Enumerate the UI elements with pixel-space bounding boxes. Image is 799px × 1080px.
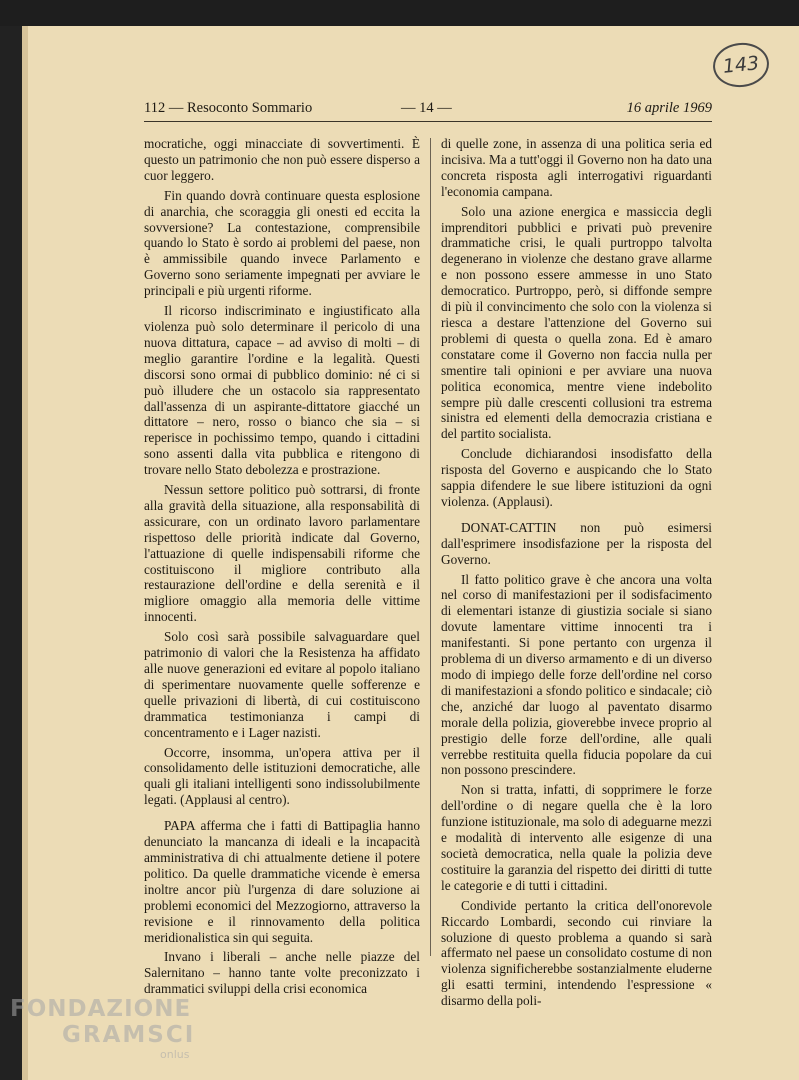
paragraph: mocratiche, oggi minacciate di sovvertimenti. È questo un patrimonio che non può essere disperso a cuor leggero.: [144, 136, 420, 183]
header-date: 16 aprile 1969: [626, 100, 712, 116]
paragraph: Occorre, insomma, un'opera attiva per il consolidamento delle istituzioni democratiche, alle quali gli italiani intelligenti sono indissolubilmente legati. (Applausi al centro).: [144, 744, 420, 808]
page-fold-shadow: [22, 26, 28, 1080]
paragraph: Condivide pertanto la critica dell'onorevole Riccardo Lombardi, secondo cui rinviare la soluzione di questo problema a quando si sarà affermato nel paese un consolidato costume di non violenza significherebbe sostanzialmente eluderne gli esatti termini, intendendo l'espressione « disarmo della poli-: [441, 897, 712, 1009]
paragraph: Il ricorso indiscriminato e ingiustificato alla violenza può solo determinare il pericolo di una nuova dittatura, capace – ad avviso di molti – di meglio garantire l'ordine e la legalità. Questi discorsi sono ormai di pubblico dominio: né ci si può illudere che un ostacolo sia rappresentato dall'assenza di un aspirante-dittatore giacché un dittatore – nero, rosso o bianco che sia – si reperisce in pochissimo tempo, quando i cittadini sono assenti dalla vita pubblica e ritengono di trovare nello Stato debolezza e prostrazione.: [144, 303, 420, 478]
speaker-paragraph-donat-cattin: DONAT-CATTIN non può esimersi dall'esprimere insodisfazione per la risposta del Governo.: [441, 519, 712, 567]
paragraph: Invano i liberali – anche nelle piazze del Salernitano – hanno tante volte preconizzato i drammatici sviluppi della crisi economica: [144, 949, 420, 997]
paragraph: Solo così sarà possibile salvaguardare quel patrimonio di valori che la Resistenza ha affidato alle nuove generazioni ed evitare al popolo italiano di sperimentare nuovamente quelle sofferenze e quelle privazioni di libertà, di cui costituiscono drammatica testimonianza i campi di concentramento e i Lager nazisti.: [144, 629, 420, 740]
paragraph: Conclude dichiarandosi insodisfatto della risposta del Governo e auspicando che lo Stato sappia difendere le sue libere istituzioni da ogni violenza. (Applausi).: [441, 446, 712, 509]
watermark-line-1: FONDAZIONE: [10, 996, 192, 1022]
scan-top-edge: [0, 0, 799, 26]
left-column: [144, 136, 420, 1001]
paragraph: Solo una azione energica e massiccia degli imprenditori pubblici e privati può prevenire drammatiche crisi, le quali purtroppo talvolta degenerano in violenze che destano grave allarme e non possono essere ammesse in uno Stato democratico. Purtroppo, però, si diffonde sempre di più il convincimento che solo con la violenza si riesca a destare l'attenzione del Governo sui problemi di questa o quella zona. Ed è amaro constatare come il Governo non faccia nulla per smentire tali opinioni e per avviare una nuova politica economica, mentre viene indebolito sempre più dalle crescenti collusioni tra estrema sinistra ed elementi della democrazia cristiana e del partito socialista.: [441, 203, 712, 442]
header-rule: [144, 121, 712, 122]
paragraph: Il fatto politico grave è che ancora una volta nel corso di manifestazioni per il sodisfacimento di elementari istanze di giustizia sociale si siano dovute lamentare vittime innocenti tra i manifestanti. Si pone pertanto con urgenza il problema di un diverso armamento e di un diverso modo di impiego delle forze dell'ordine nel corso di manifestazioni a sfondo politico e sindacale; ciò che, anziché dar luogo al paventato disarmo morale della polizia, gioverebbe invece proprio al prestigio delle forze dell'ordine, alle quali verrebbe restituita quella fiducia popolare da cui non possono prescindere.: [441, 571, 712, 778]
paragraph: Nessun settore politico può sottrarsi, di fronte alla gravità della situazione, alla responsabilità di assicurare, con un ordinato lavoro parlamentare rispettoso delle priorità indicate dal Governo, l'attuazione di quelle indispensabili riforme che costituiscono il migliore contributo alla restaurazione dell'ordine e della serenità e il migliore omaggio alla memoria delle vittime innocenti.: [144, 482, 420, 625]
speaker-paragraph-papa: PAPA afferma che i fatti di Battipaglia hanno denunciato la mancanza di ideali e la incapacità amministrativa di chi attualmente detiene il potere politico. Da quelle drammatiche vicende è emersa inoltre ancor più l'urgenza di dare soluzione ai problemi economici del Mezzogiorno, attraverso la revisione e il rinnovamento della politica meridionalistica sin qui seguita.: [144, 818, 420, 945]
watermark-line-3: onlus: [160, 1048, 190, 1061]
header-page-number: — 14 —: [401, 100, 452, 116]
column-divider: [430, 138, 431, 956]
handwritten-folio-number: 143: [711, 40, 771, 90]
paragraph: Non si tratta, infatti, di sopprimere le forze dell'ordine o di negare quella che è la loro funzione istituzionale, ma solo di adeguarne mezzi e modalità di intervento alle esigenze di una società democratica, nella quale la polizia deve costituire la garanzia del rispetto dei diritti di tutte le categorie e di tutti i cittadini.: [441, 782, 712, 893]
header-publication: 112 — Resoconto Sommario: [144, 100, 313, 116]
watermark-line-2: GRAMSCI: [62, 1022, 196, 1048]
archive-watermark: [10, 996, 195, 1062]
right-column: [441, 136, 712, 1013]
running-header: [144, 100, 712, 120]
paragraph: Fin quando dovrà continuare questa esplosione di anarchia, che scoraggia gli onesti ed eccita la sovversione? La contestazione, comprensibile quando lo Stato è sordo ai problemi del paese, non è ammissibile quando invece Parlamento e Governo sono seriamente impegnati per avviare le principali e più urgenti riforme.: [144, 187, 420, 299]
paragraph: di quelle zone, in assenza di una politica seria ed incisiva. Ma a tutt'oggi il Governo non ha dato una concreta risposta agli interrogativi riguardanti l'economia campana.: [441, 136, 712, 199]
